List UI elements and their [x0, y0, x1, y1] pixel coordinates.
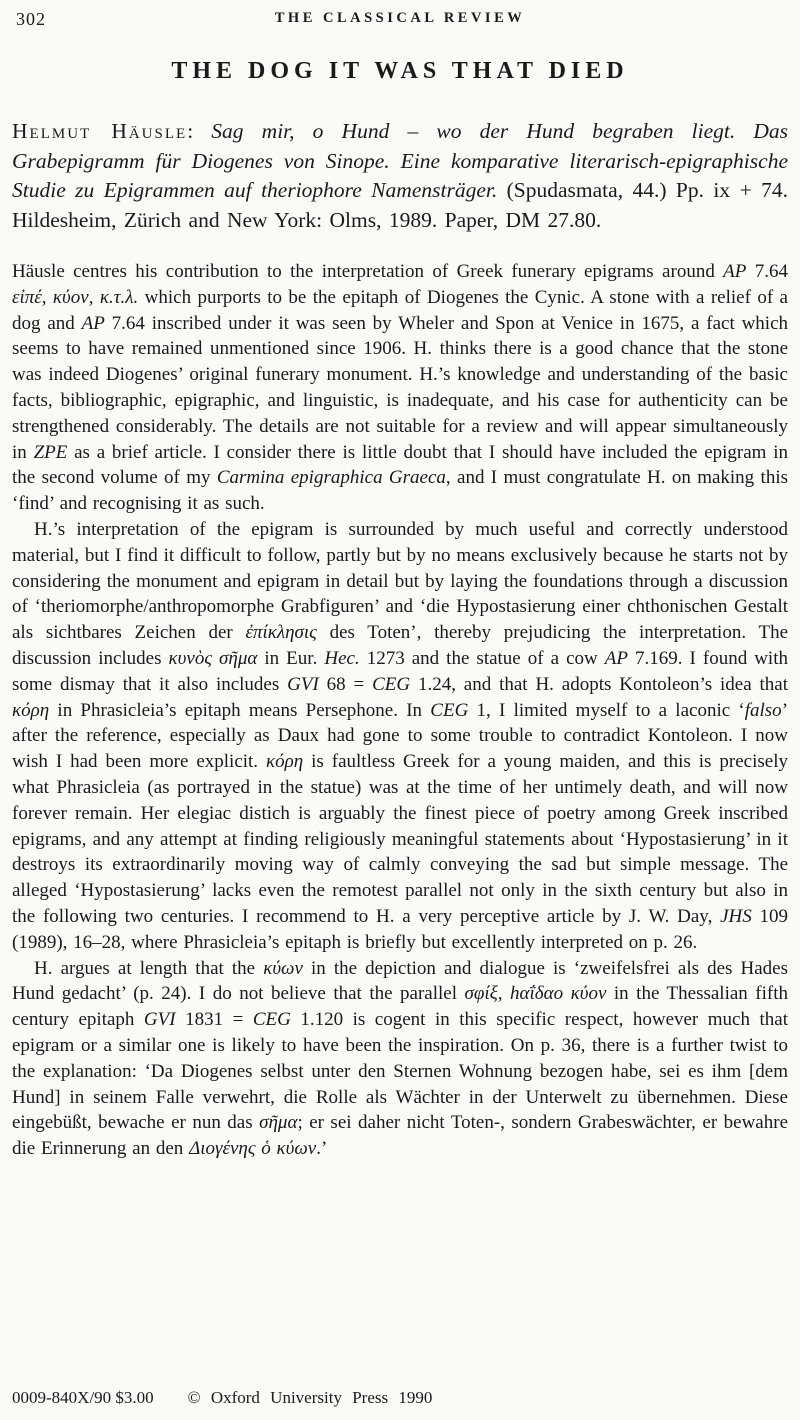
text-run: 7.64 inscribed under it was seen by Wheler and Spon at Venice in 1675, a fact which seems to have remained unmentioned since 1906. H. thinks there is a good chance that the stone was indeed Diogenes’ original funerary monument. H.’s knowledge and understanding of the basic facts, bibliographic, epigraphic, and linguistic, is inadequate, and his case for authenticity can be strengthened considerably. The details are not suitable for a review and will appear simultaneously in	[12, 312, 789, 463]
italic-text: κόρη	[12, 699, 50, 721]
text-run: .’	[316, 1138, 328, 1160]
text-run: 1831 =	[175, 1009, 253, 1031]
text-run: Häusle centres his contribution to the interpretation of Greek funerary epigrams around	[12, 261, 724, 282]
italic-text: κύων	[263, 957, 303, 979]
italic-text: Sag mir, o Hund – wo der Hund begraben liegt. Das Grabepigramm für Diogenes von Sinope. Eine komparative literarisch-epigraphische Studie zu Epigrammen auf theriophore Namensträger.	[12, 119, 788, 202]
italic-text: GVI	[143, 1009, 176, 1031]
running-head	[12, 8, 788, 32]
text-run: as a brief article. I consider there is little doubt that I should have included the epigram in the second volume of my	[12, 441, 789, 489]
text-run: (Spudasmata, 44.) Pp. ix + 74. Hildesheim, Zürich and New York: Olms, 1989. Paper, DM 27.80.	[12, 178, 788, 232]
text-run: H. argues at length that the	[34, 957, 264, 979]
text-run: 1273 and the statue of a cow	[359, 647, 605, 669]
review-paragraph	[12, 259, 788, 517]
review-paragraph	[12, 517, 788, 956]
smallcaps-author-name: Helmut Häusle	[12, 119, 188, 143]
text-run: 1.120 is cogent in this specific respect, however much that epigram or a similar one is likely to have been the inspiration. On p. 36, there is a further twist to the explanation: ‘Da Diogenes selbst unter den Sternen Wohnung bezogen habe, sei es ihm [dem Hund] in seinem Falle verwehrt, die Rolle als Wächter in der Unterwelt zu übernehmen. Diese eingebüßt, bewache er nun das	[12, 1009, 788, 1134]
text-run: 1.24, and that H. adopts Kontoleon’s idea that	[410, 673, 788, 695]
italic-text: σῆμα	[259, 1112, 298, 1134]
journal-title: THE CLASSICAL REVIEW	[274, 10, 526, 26]
text-run: 7.64	[746, 261, 788, 282]
italic-text: falso	[744, 699, 782, 721]
italic-text: Διογένης ὁ κύων	[189, 1138, 317, 1160]
italic-text: JHS	[720, 905, 752, 927]
text-run: is faultless Greek for a young maiden, and this is precisely what Phrasicleia (as portrayed in the statue) was at the time of her untimely death, and will now forever remain. Her elegiac distich is arguably the finest piece of poetry among Greek inscribed epigrams, and any attempt at finding religiously meaningful statements about ‘Hypostasierung’ in it destroys its extraordinarily moving way of calmly conveying the sad but simple message. The alleged ‘Hypostasierung’ lacks even the remotest parallel not only in the sixth century but also in the following two centuries. I recommend to H. a very perceptive article by J. W. Day,	[12, 751, 788, 927]
text-run: which purports to be the epitaph of Diogenes the Cynic. A stone with a relief of a dog and	[12, 286, 788, 334]
italic-text: κόρη	[266, 751, 304, 773]
italic-text: Carmina epigraphica Graeca	[216, 467, 446, 489]
article-title: THE DOG IT WAS THAT DIED	[171, 58, 629, 84]
text-run: ’ after the reference, especially as Daux had gone to some trouble to contradict Kontoleon. I now wish I had been more explicit.	[12, 699, 789, 773]
text-run: 1, I limited myself to a laconic ‘	[468, 699, 745, 721]
italic-text: Hec.	[324, 647, 360, 669]
italic-text: CEG	[252, 1009, 291, 1031]
text-run: H.’s interpretation of the epigram is surrounded by much useful and correctly understood material, but I find it difficult to follow, partly but by no means exclusively because he starts not by considering the monument and epigram in detail but by laying the foundations through a discussion of ‘theriomorphe/anthropomorphe Grabfiguren’ and ‘die Hypostasierung einer chthonischen Gestalt als sichtbares Zeichen der	[12, 518, 788, 644]
italic-text: AP	[723, 261, 747, 282]
text-run: in the depiction and dialogue is ‘zweifelsfrei als des Hades Hund gedacht’ (p. 24). I do not believe that the parallel	[12, 957, 788, 1005]
text-run: 68 =	[318, 673, 373, 695]
issn-price: 0009-840X/90 $3.00	[12, 1388, 154, 1407]
page-number: 302	[16, 9, 46, 29]
text-run: 109 (1989), 16–28, where Phrasicleia’s epitaph is briefly but excellently interpreted on p. 26.	[12, 905, 788, 953]
italic-text: κυνὸς σῆμα	[168, 647, 258, 669]
review-body	[12, 259, 788, 1162]
page-footer	[12, 1388, 432, 1408]
text-run: in Eur.	[257, 647, 325, 669]
italic-text: ἐπίκλησις	[245, 622, 317, 644]
text-run: in Phrasicleia’s epitaph means Persephone. In	[49, 699, 431, 721]
review-paragraph	[12, 956, 788, 1162]
italic-text: εἰπέ, κύον, κ.τ.λ.	[12, 286, 139, 308]
italic-text: CEG	[430, 699, 469, 721]
italic-text: GVI	[287, 673, 319, 695]
italic-text: σφίξ, hαΐδαο κύον	[464, 983, 607, 1005]
italic-text: ZPE	[33, 441, 68, 463]
text-run: in the Thessalian fifth century epitaph	[12, 983, 788, 1031]
text-run: 7.169. I found with some dismay that it also includes	[12, 647, 788, 695]
italic-text: AP	[81, 312, 105, 334]
text-run: des Toten’, thereby prejudicing the interpretation. The discussion includes	[12, 622, 788, 669]
text-run: ; er sei daher nicht Toten-, sondern Grabeswächter, er bewahre die Erinnerung an den	[12, 1112, 788, 1160]
copyright-notice: © Oxford University Press 1990	[187, 1388, 433, 1407]
text-run: , and I must congratulate H. on making this ‘find’ and recognising it as such.	[12, 467, 788, 515]
bibliography	[12, 117, 788, 235]
italic-text: AP	[604, 647, 628, 669]
text-run: :	[187, 119, 212, 143]
italic-text: CEG	[372, 673, 411, 695]
